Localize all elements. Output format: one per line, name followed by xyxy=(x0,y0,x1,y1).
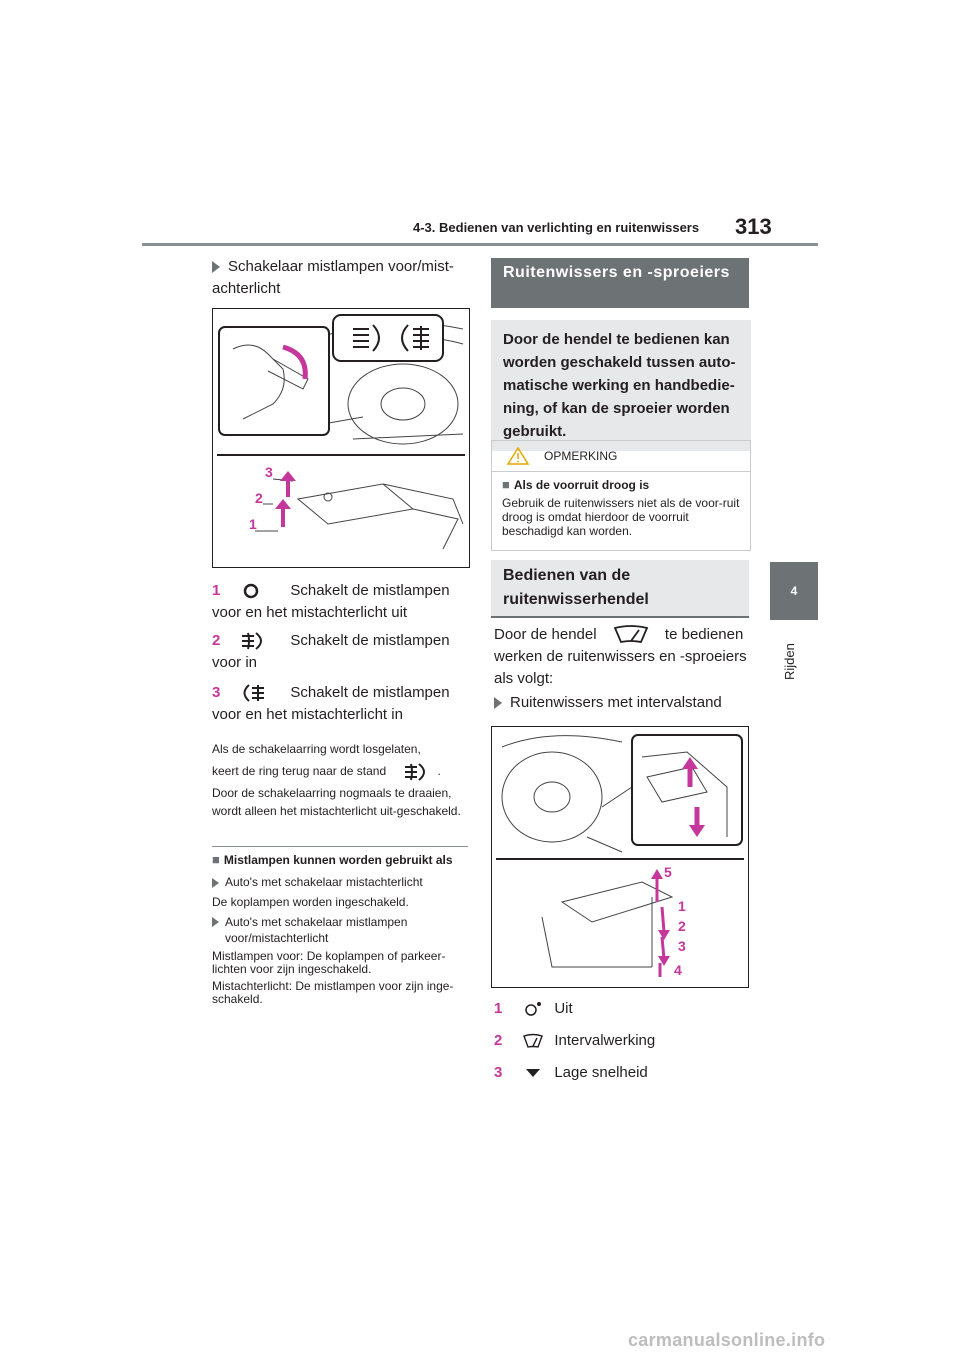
wiper-item-2: 2 Intervalwerking xyxy=(494,1032,656,1049)
front-fog-icon xyxy=(401,762,431,782)
arrow-bullet-icon xyxy=(212,261,220,273)
section-title: 4-3. Bedienen van verlichting en ruitenwissers xyxy=(413,220,700,235)
wiper-off-icon xyxy=(522,1000,544,1018)
wiper-lever-figure xyxy=(491,726,749,988)
front-fog-icon xyxy=(240,631,266,651)
arrow-bullet-icon xyxy=(494,697,502,709)
wiper-lever-paragraph: Door de hendel te bedienen werken de ruitenwissers en -sproeiers als volgt: xyxy=(494,626,747,688)
fog-switch-figure xyxy=(212,308,470,568)
chapter-label: Rijden xyxy=(782,643,797,680)
wiper-interval-icon xyxy=(522,1032,544,1050)
wiper-figure-label-2: 2 xyxy=(678,918,686,934)
fog-figure-label-1: 1 xyxy=(249,516,257,532)
header-divider xyxy=(142,243,818,246)
warning-box: OPMERKING ■ Als de voorruit droog is Gebruik de ruitenwissers niet als de voor-ruit droog is omdat hierdoor de voorruit beschadigd kan worden. xyxy=(491,440,751,551)
wiper-section-heading: Ruitenwissers en -sproeiers xyxy=(491,258,749,308)
wiper-figure-label-4: 4 xyxy=(674,962,682,978)
warning-triangle-icon xyxy=(506,446,530,466)
arrow-bullet-icon xyxy=(212,917,219,927)
chapter-tab: 4 xyxy=(770,562,818,620)
wiper-figure-label-3: 3 xyxy=(678,938,686,954)
rear-fog-icon xyxy=(240,683,266,703)
wiper-interval-bullet: Ruitenwissers met intervalstand xyxy=(494,692,754,714)
wiper-lever-illustration xyxy=(492,727,748,987)
fog-usage-section: ■ Mistlampen kunnen worden gebruikt als Auto's met schakelaar mistachterlicht De koplampen worden ingeschakeld. Auto's met schakelaar mistlampen voor/mistachterlicht Mistlampen voor: De koplampen of parkeer-lichten voor zijn ingeschakeld. Mistachterlicht: De mistlampen voor zijn inge-schakeld. xyxy=(212,852,454,1006)
fog-figure-label-3: 3 xyxy=(265,464,273,480)
windshield-wiper-icon xyxy=(611,624,651,646)
wiper-lever-heading: Bedienen van de ruitenwisserhendel xyxy=(491,560,749,618)
wiper-item-1: 1 Uit xyxy=(494,1000,573,1017)
fog-note: Als de schakelaarring wordt losgelaten, keert de ring terug naar de stand . Door de schakelaarring nogmaals te draaien, wordt alleen het mistachterlicht uit-geschakeld. xyxy=(212,742,461,818)
arrow-bullet-icon xyxy=(212,878,219,888)
wiper-figure-label-5: 5 xyxy=(664,864,672,880)
fog-item-1: 1 Schakelt de mistlampen voor en het mistachterlicht uit xyxy=(212,582,450,621)
page-number: 313 xyxy=(735,214,772,239)
fog-switch-heading: Schakelaar mistlampen voor/mist-achterlicht xyxy=(212,258,454,297)
warning-title: OPMERKING xyxy=(492,441,750,472)
wiper-figure-label-1: 1 xyxy=(678,898,686,914)
low-speed-icon xyxy=(522,1064,544,1082)
fog-off-icon xyxy=(240,582,262,600)
fog-item-3: 3 Schakelt de mistlampen voor en het mistachterlicht in xyxy=(212,684,450,723)
watermark: carmanualsonline.info xyxy=(628,1330,826,1350)
fog-switch-illustration xyxy=(213,309,469,567)
fog-item-2: 2 Schakelt de mistlampen voor in xyxy=(212,632,450,671)
section-divider xyxy=(212,846,468,847)
fog-figure-label-2: 2 xyxy=(255,490,263,506)
wiper-item-3: 3 Lage snelheid xyxy=(494,1064,648,1081)
wiper-intro-box: Door de hendel te bedienen kan worden geschakeld tussen auto-matische werking en handbedie-ning, of kan de sproeier worden gebruikt. xyxy=(491,320,751,451)
